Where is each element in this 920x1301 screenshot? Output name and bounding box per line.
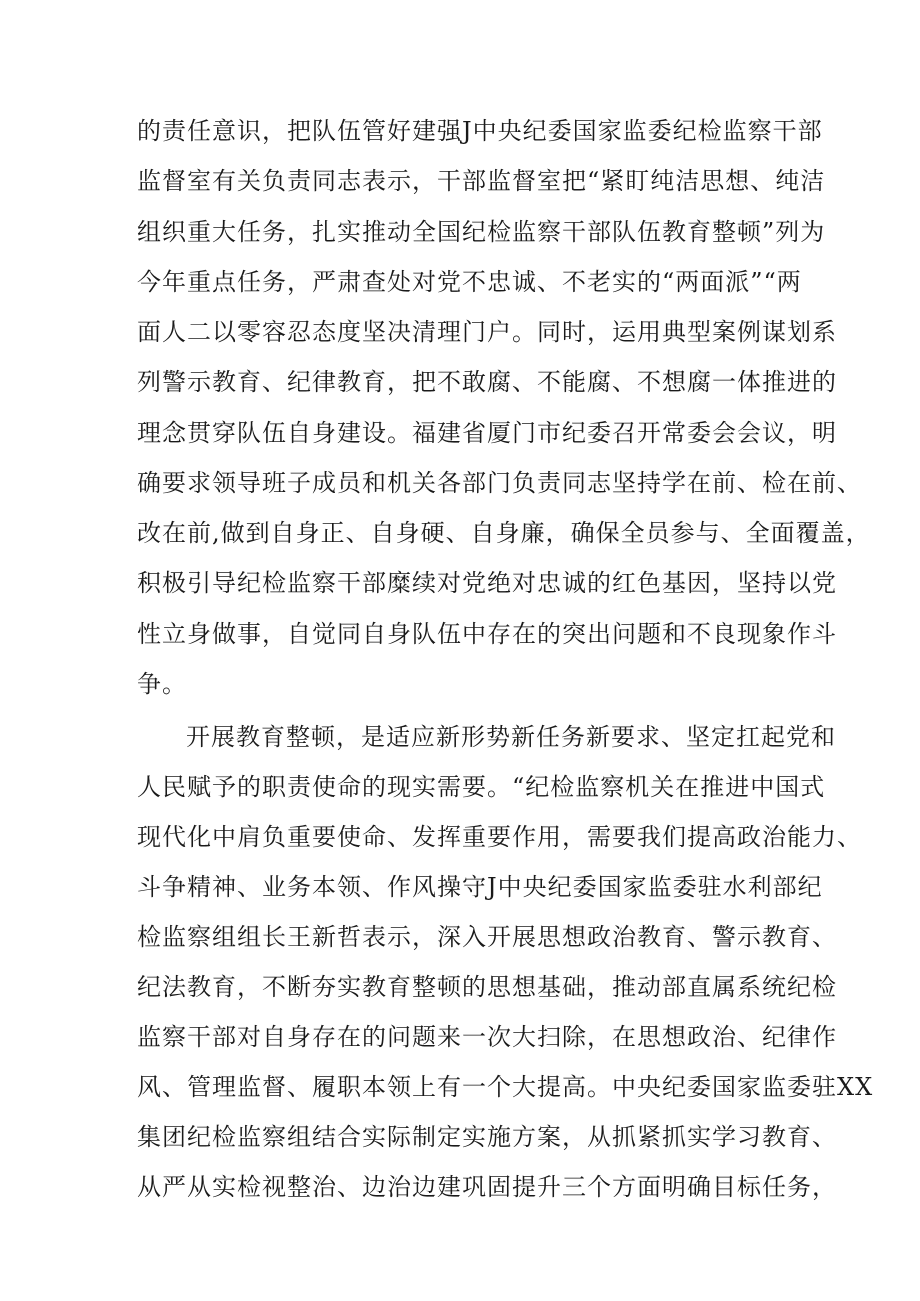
- text-line: 集团纪检监察组结合实际制定实施方案，从抓紧抓实学习教育、: [137, 1123, 837, 1151]
- text-line: 争。: [137, 670, 187, 698]
- text-line: 风、管理监督、履职本领上有一个大提高。中央纪委国家监委驻XX: [137, 1073, 874, 1101]
- text-line: 监察干部对自身存在的问题来一次大扫除，在思想政治、纪律作: [137, 1023, 837, 1051]
- text-line: 监督室有关负责同志表示，干部监督室把“紧盯纯洁思想、纯洁: [137, 167, 826, 195]
- text-line: 今年重点任务，严肃查处对党不忠诚、不老实的“两面派”“两: [137, 268, 802, 296]
- text-line: 纪法教育，不断夯实教育整顿的思想基础，推动部直属系统纪检: [137, 973, 837, 1001]
- text-line: 理念贯穿队伍自身建设。福建省厦门市纪委召开常委会会议，明: [137, 419, 837, 447]
- text-line: 确要求领导班子成员和机关各部门负责同志坚持学在前、检在前、: [137, 469, 862, 497]
- text-line: 列警示教育、纪律教育，把不敢腐、不能腐、不想腐一体推进的: [137, 368, 837, 396]
- text-line: 斗争精神、业务本领、作风操守J中央纪委国家监委驻水利部纪: [137, 873, 823, 901]
- text-line: 检监察组组长王新哲表示，深入开展思想政治教育、警示教育、: [137, 923, 837, 951]
- paragraph-first-line: 开展教育整顿，是适应新形势新任务新要求、坚定扛起党和: [186, 723, 836, 751]
- text-line: 性立身做事，自觉同自身队伍中存在的突出问题和不良现象作斗: [137, 620, 837, 648]
- text-line: 从严从实检视整治、边治边建巩固提升三个方面明确目标任务，: [137, 1173, 837, 1201]
- text-line: 积极引导纪检监察干部糜续对党绝对忠诚的红色基因，坚持以党: [137, 569, 837, 597]
- text-line: 人民赋予的职责使命的现实需要。“纪检监察机关在推进中国式: [137, 773, 826, 801]
- text-line: 改在前,做到自身正、自身硬、自身廉，确保全员参与、全面覆盖，: [137, 519, 871, 547]
- text-line: 组织重大任务，扎实推动全国纪检监察干部队伍教育整顿”列为: [137, 218, 826, 246]
- text-line: 现代化中肩负重要使命、发挥重要作用，需要我们提高政治能力、: [137, 823, 862, 851]
- text-line: 的责任意识，把队伍管好建强J中央纪委国家监委纪检监察干部: [137, 117, 823, 145]
- text-line: 面人二以零容忍态度坚决清理门户。同时，运用典型案例谋划系: [137, 318, 837, 346]
